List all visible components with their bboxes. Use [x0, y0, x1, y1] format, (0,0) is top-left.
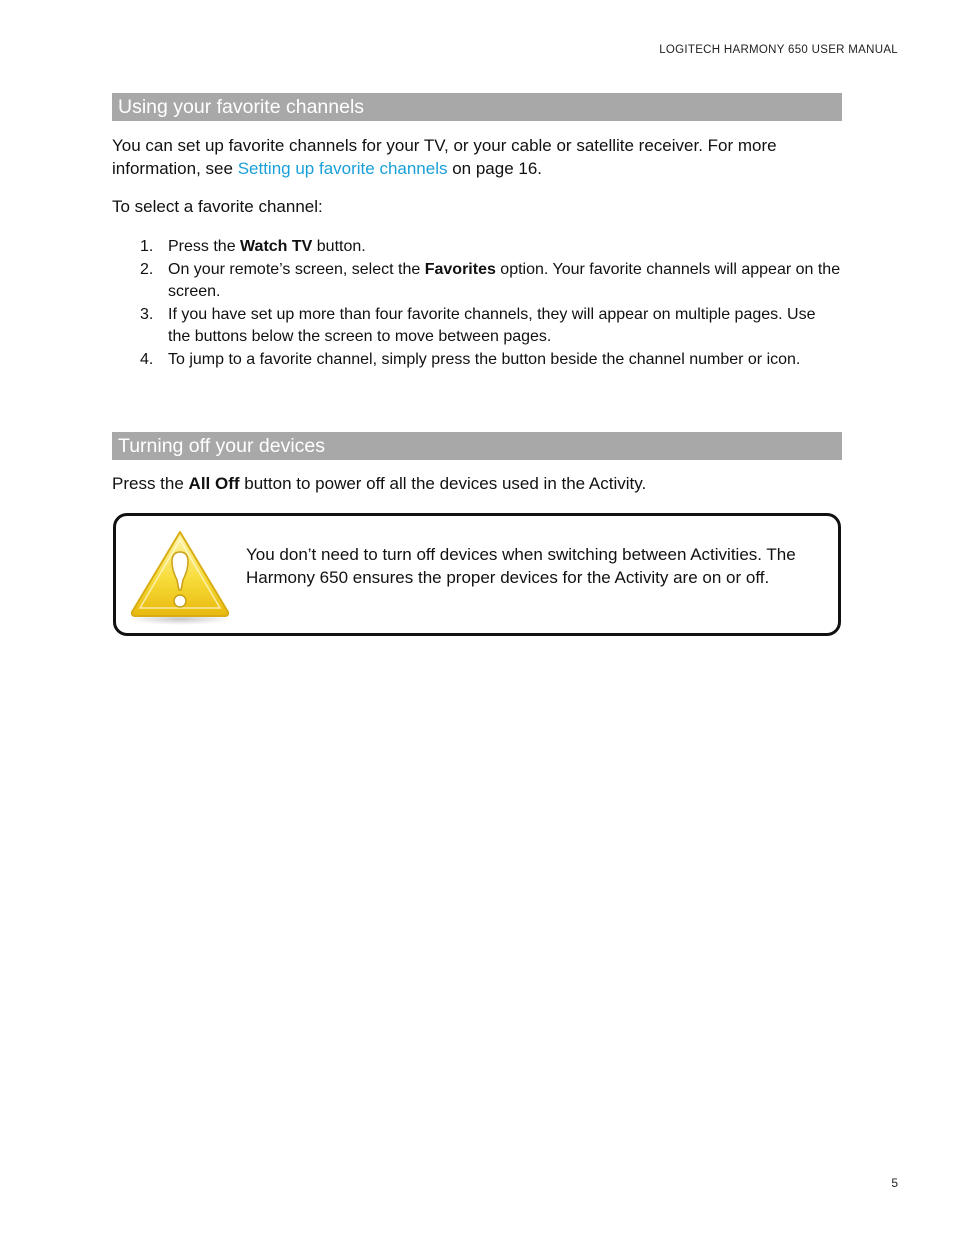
step-text: On your remote’s screen, select the	[168, 260, 425, 278]
running-header: LOGITECH HARMONY 650 USER MANUAL	[659, 44, 898, 56]
intro-paragraph	[112, 135, 842, 180]
step-number: 2.	[140, 260, 154, 278]
all-off-text-end: button to power off all the devices used in the Activity.	[239, 474, 647, 493]
all-off-paragraph	[112, 473, 842, 496]
intro-text-end: on page 16.	[447, 158, 543, 178]
section-title-turning-off: Turning off your devices	[112, 432, 842, 460]
note-box	[113, 513, 841, 636]
step-text: button.	[312, 238, 366, 255]
step-text: If you have set up more than four favorite channels, they will appear on multiple pages. Use the buttons below the screen to move between pages.	[168, 305, 816, 345]
step-number: 3.	[140, 305, 154, 323]
warning-icon	[128, 528, 232, 626]
favorite-channels-link[interactable]: Setting up favorite channels	[237, 158, 448, 178]
step-bold: Watch TV	[240, 238, 313, 255]
step-bold: Favorites	[424, 260, 496, 278]
page-number: 5	[891, 1176, 898, 1190]
step-text: Press the	[168, 238, 241, 255]
list-item	[112, 236, 842, 259]
section-title-favorite-channels: Using your favorite channels	[112, 93, 842, 121]
list-item	[112, 304, 842, 349]
steps-list	[112, 236, 842, 371]
all-off-text-start: Press the	[112, 474, 189, 493]
list-item	[112, 259, 842, 304]
step-number: 1.	[140, 238, 154, 255]
all-off-bold: All Off	[188, 474, 240, 493]
intro-text-start: You can set up favorite channels for your TV, or your cable or satellite receiver. For more information, see	[112, 136, 777, 178]
step-number: 4.	[140, 350, 154, 368]
steps-lead: To select a favorite channel:	[112, 197, 323, 216]
step-text: To jump to a favorite channel, simply press the button beside the channel number or icon.	[168, 350, 801, 368]
note-text: You don’t need to turn off devices when switching between Activities. The Harmony 650 ensures the proper devices for the Activity are on or off.	[246, 545, 796, 587]
list-item	[112, 349, 842, 372]
step-text: option. Your favorite channels will appear on the screen.	[168, 260, 841, 300]
